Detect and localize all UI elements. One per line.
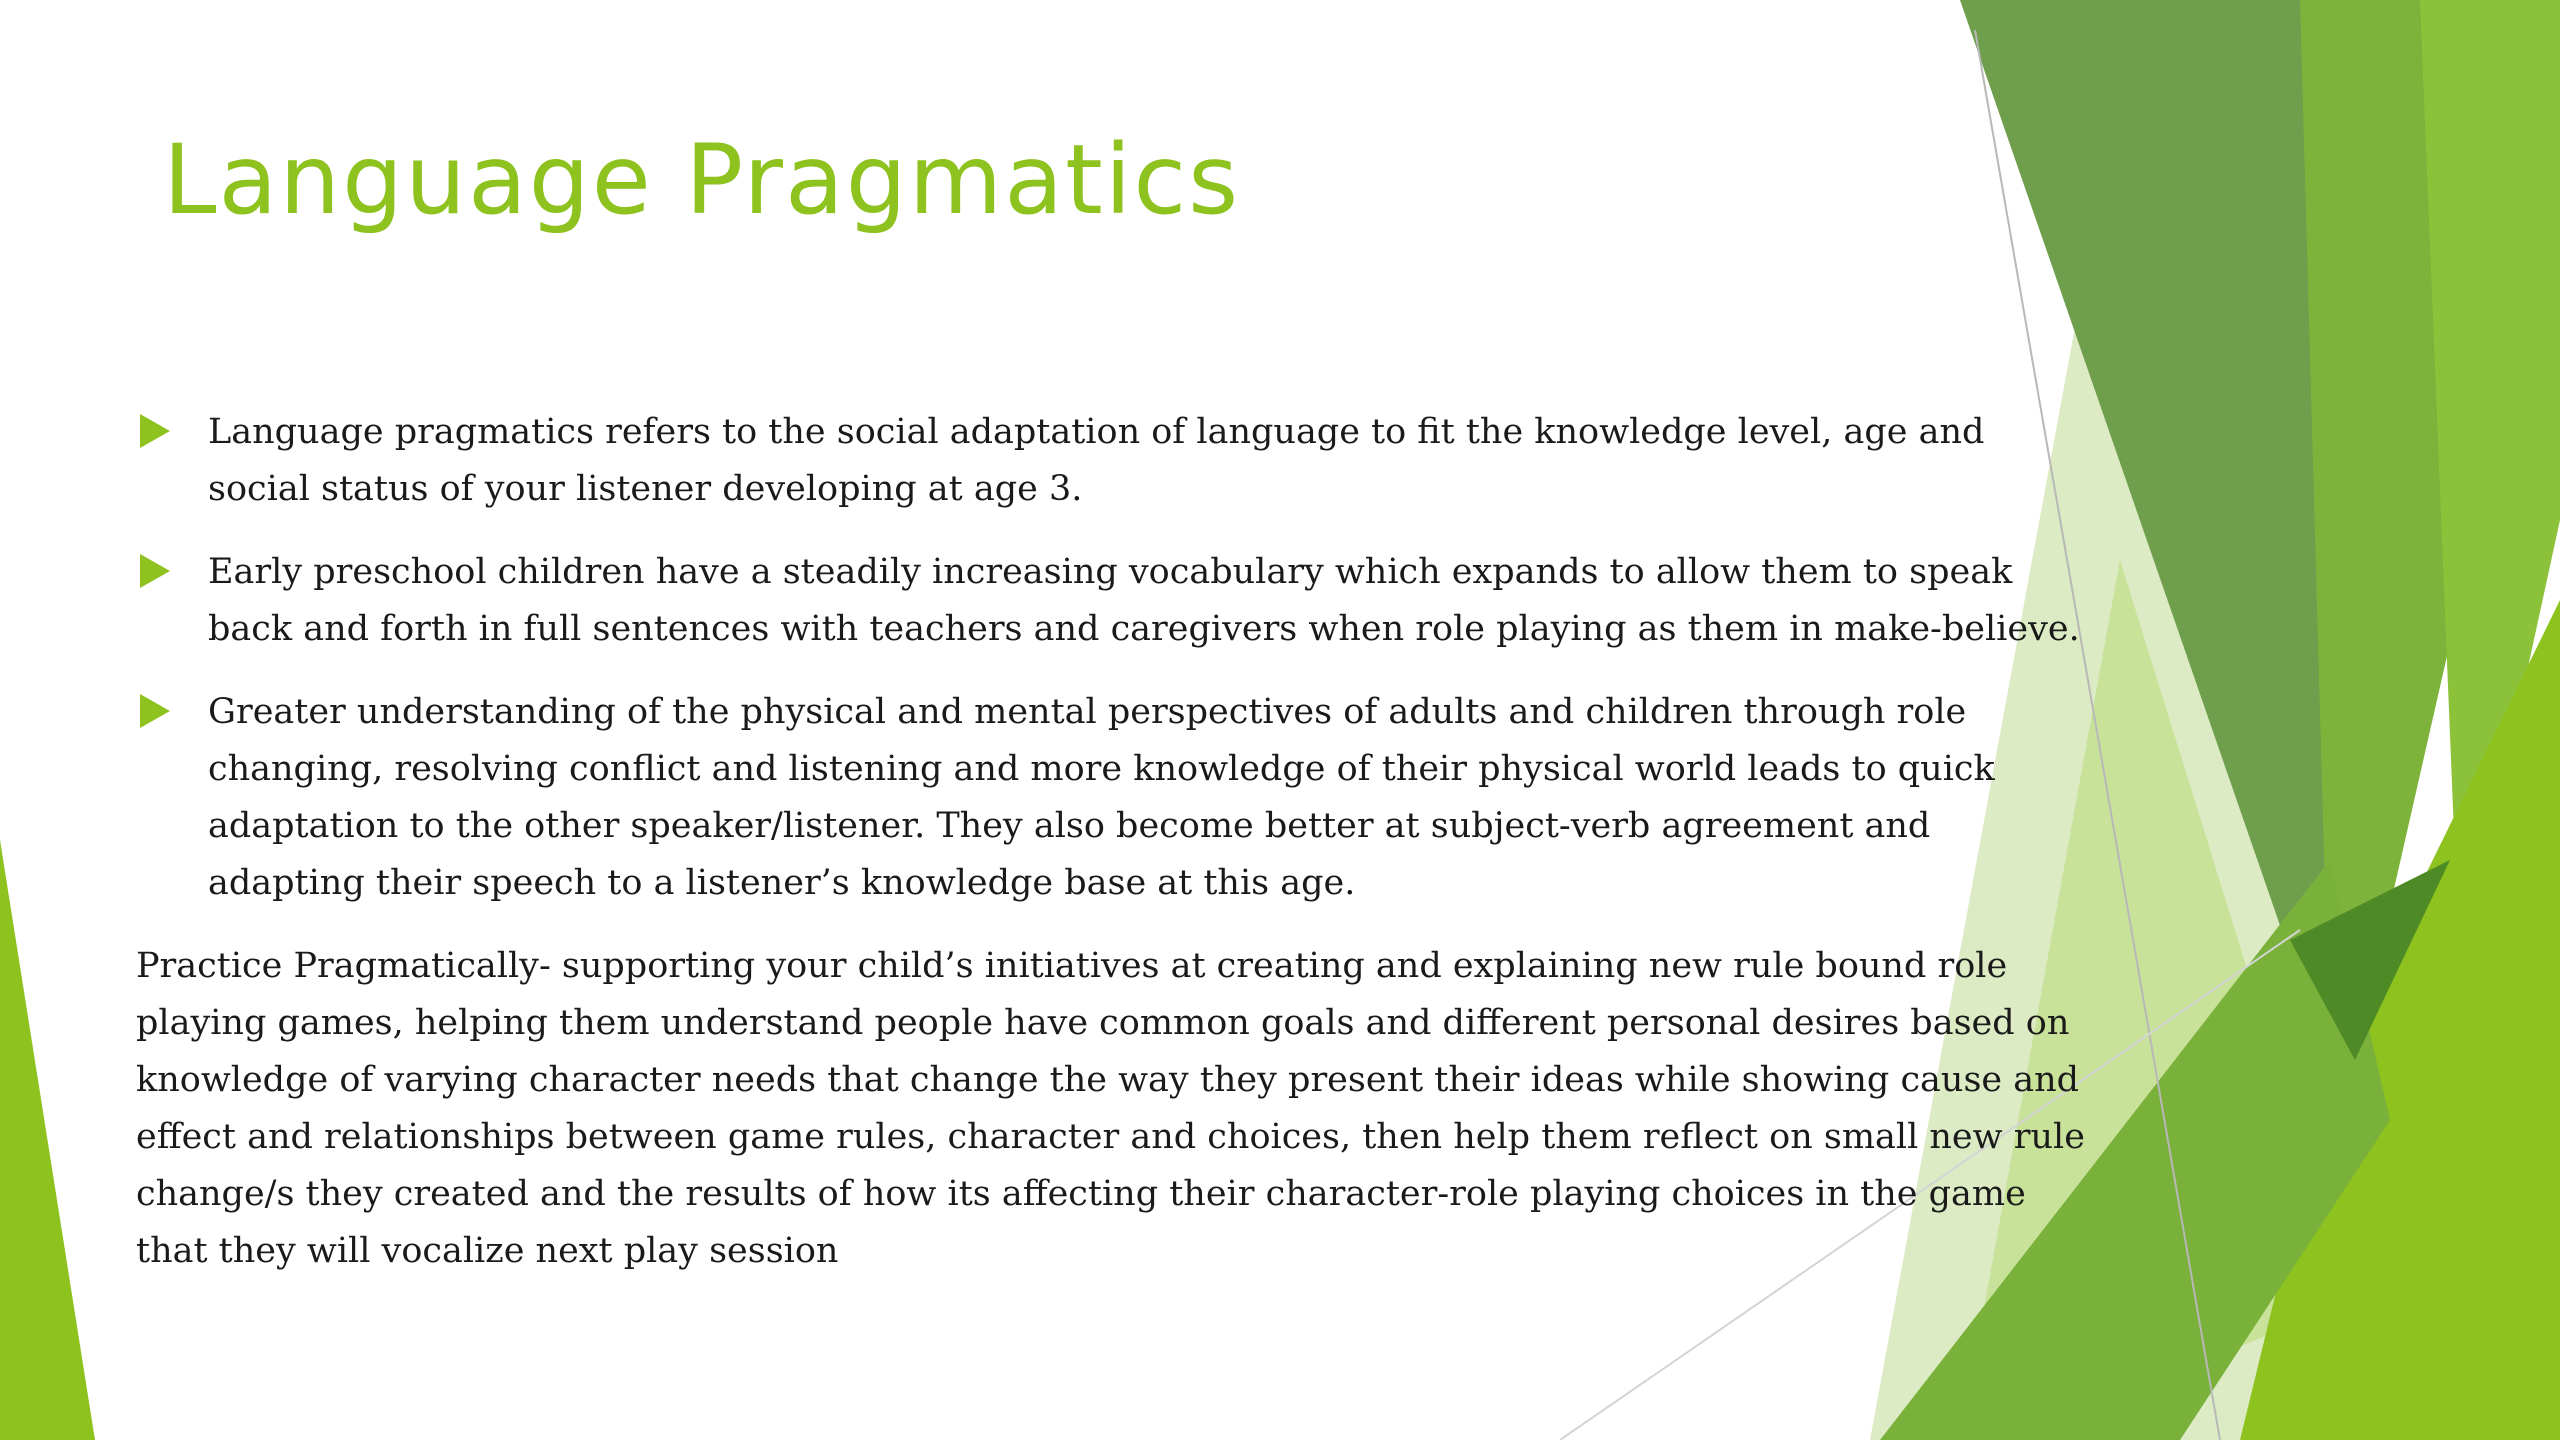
bullet-text: Early preschool children have a steadily increasing vocabulary which expands to allow them to speak back and forth in full sentences with teachers and caregivers when role playing as them in make-believe. <box>208 552 2080 649</box>
left-green-sliver <box>0 840 95 1440</box>
bullet-item <box>136 684 2086 912</box>
bullet-item <box>136 404 2086 518</box>
bullet-text: Language pragmatics refers to the social adaptation of language to fit the knowledge level, age and social status of your listener developing at age 3. <box>208 412 1985 509</box>
bullet-item <box>136 544 2086 658</box>
bullet-list <box>136 404 2086 912</box>
triangle-right-icon <box>140 414 170 448</box>
slide-content <box>136 404 2086 1280</box>
slide-title: Language Pragmatics <box>163 124 1241 236</box>
triangle-right-icon <box>140 554 170 588</box>
triangle-right-icon <box>140 694 170 728</box>
practice-paragraph: Practice Pragmatically- supporting your child’s initiatives at creating and explaining new rule bound role playing games, helping them understand people have common goals and different personal desires based on knowledge of varying character needs that change the way they present their ideas while showing cause and effect and relationships between game rules, character and choices, then help them reflect on small new rule change/s they created and the results of how its affecting their character-role playing choices in the game that they will vocalize next play session <box>136 946 2085 1271</box>
bullet-text: Greater understanding of the physical and mental perspectives of adults and children through role changing, resolving conflict and listening and more knowledge of their physical world leads to quick adaptation to the other speaker/listener. They also become better at subject-verb agreement and adapting their speech to a listener’s knowledge base at this age. <box>208 692 1995 903</box>
